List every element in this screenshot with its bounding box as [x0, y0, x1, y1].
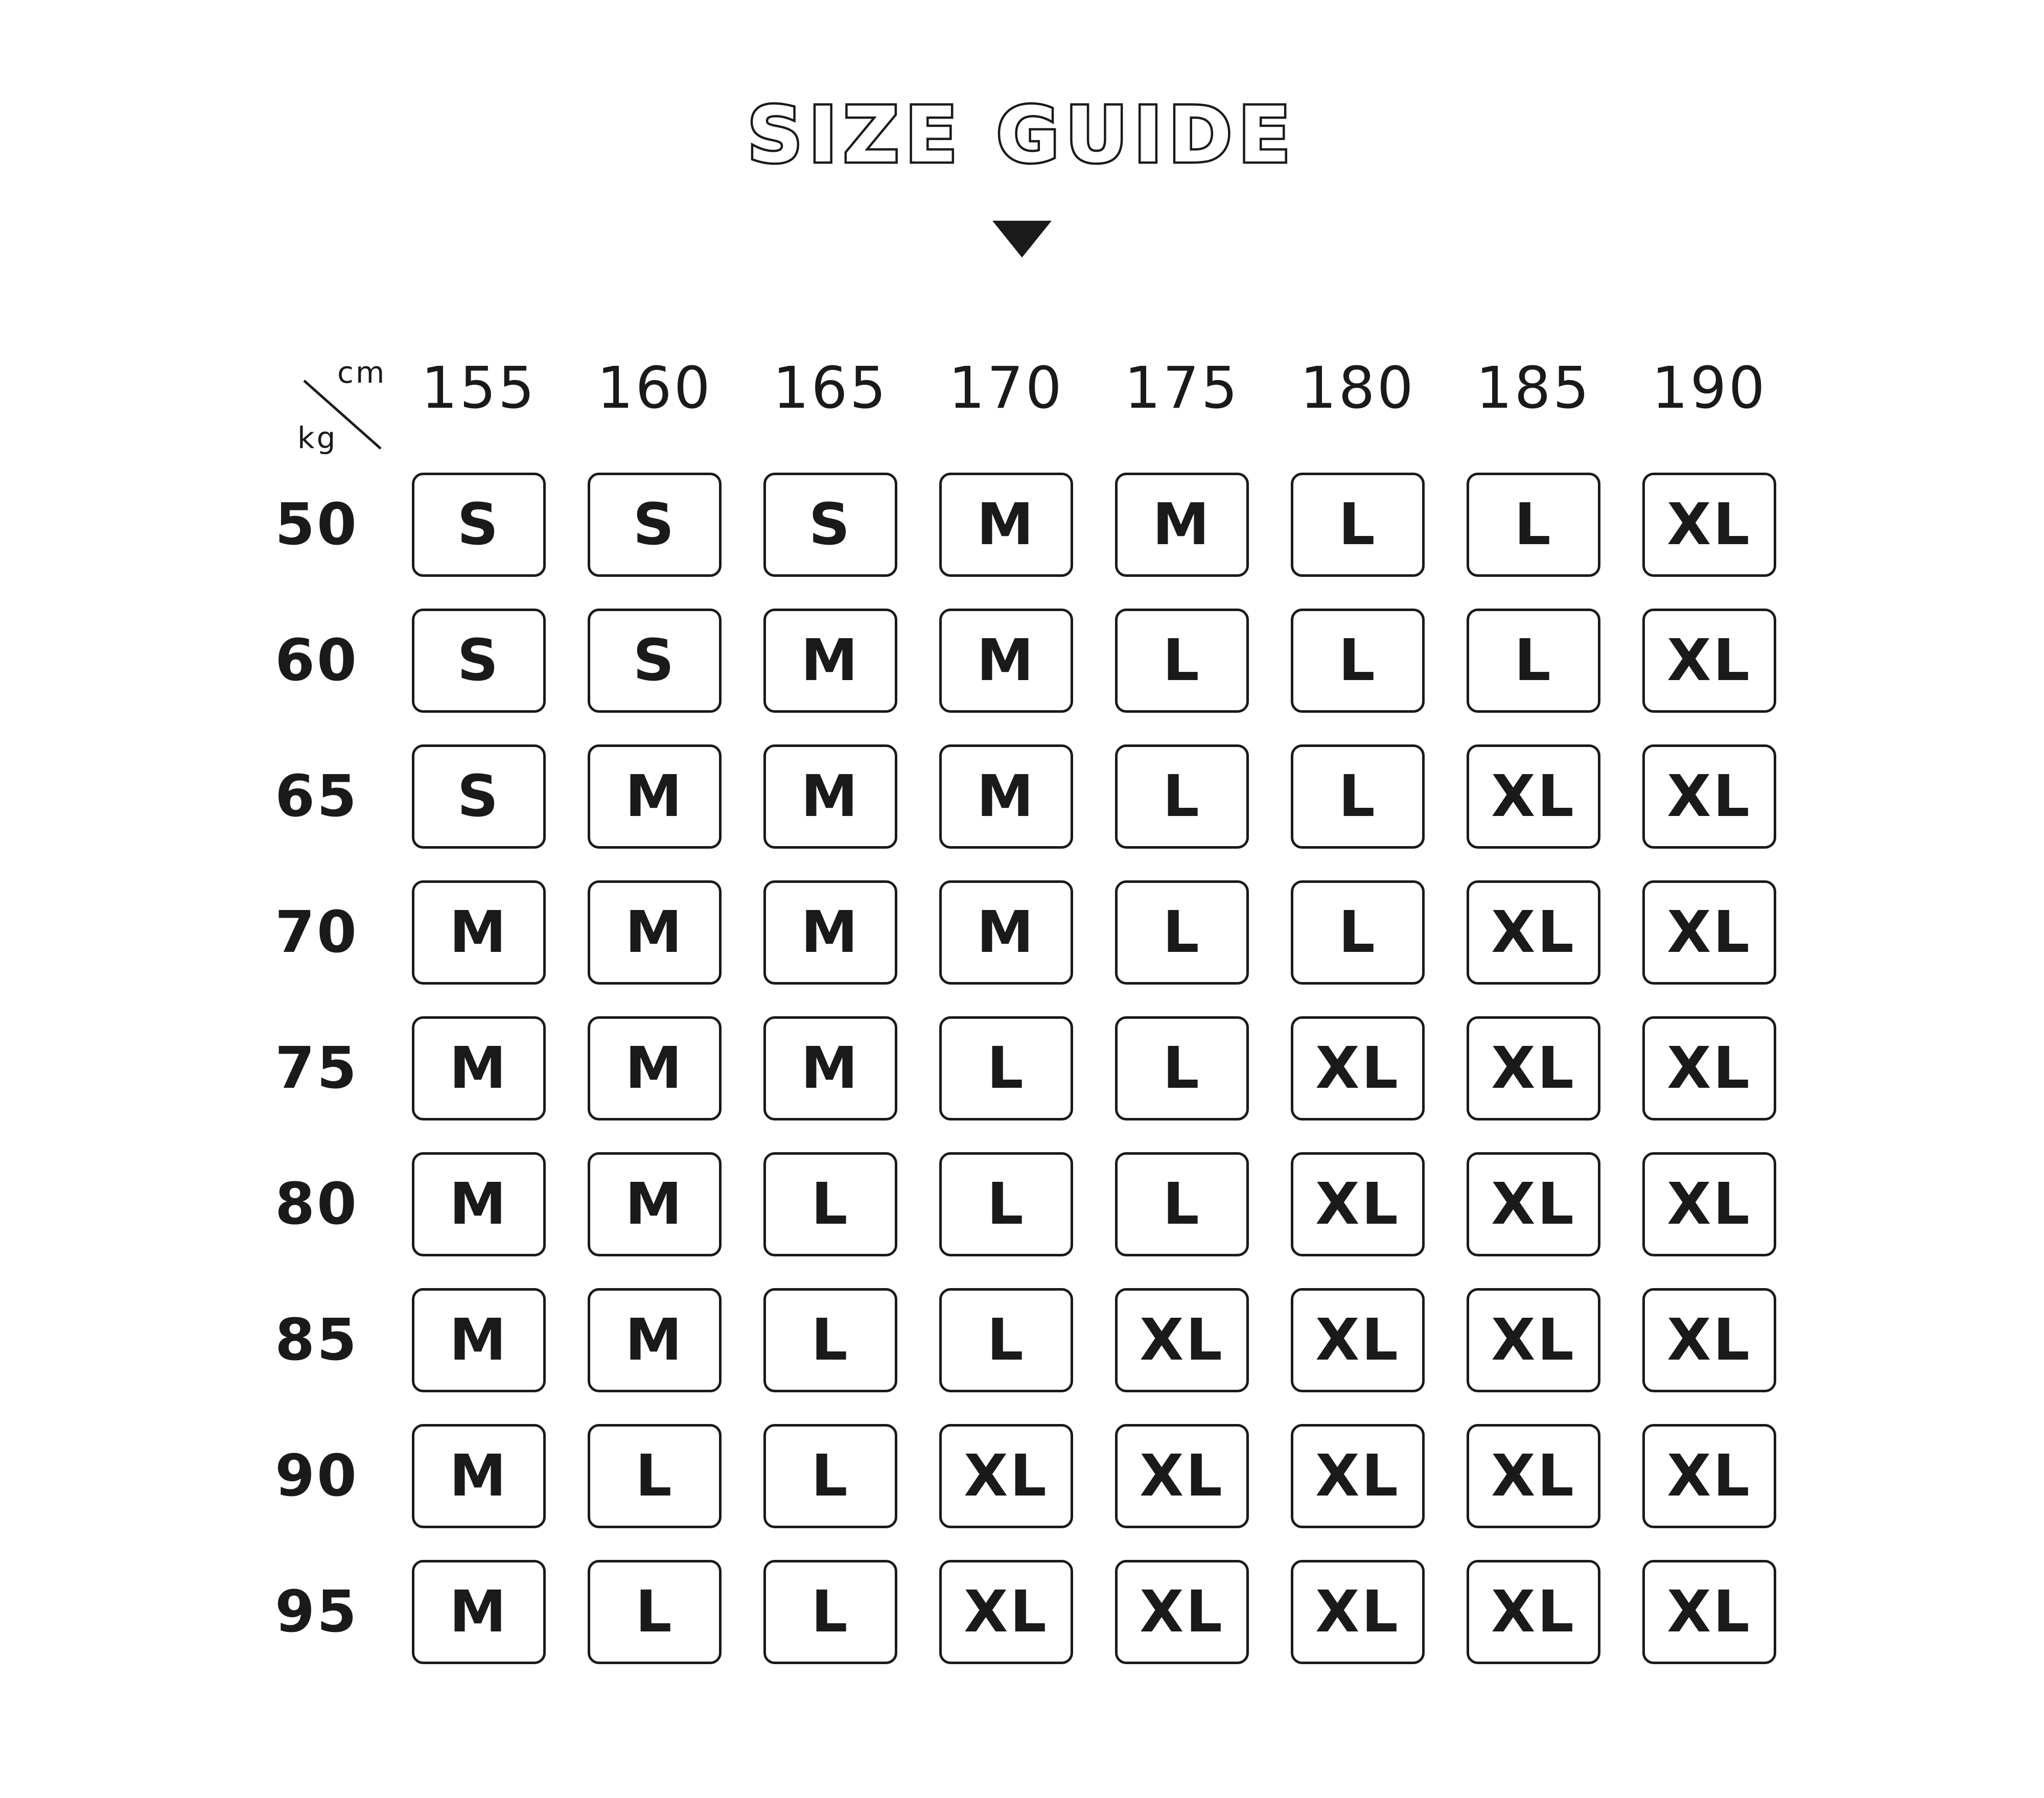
size-cell: XL [1291, 1288, 1425, 1392]
size-cell: M [763, 609, 897, 713]
height-header-185: 185 [1476, 355, 1591, 422]
size-cell: L [1115, 1016, 1249, 1120]
size-cell: M [939, 744, 1073, 849]
weight-header-85: 85 [275, 1307, 359, 1373]
size-cell: L [939, 1288, 1073, 1392]
size-cell: M [412, 1016, 546, 1120]
weight-header-60: 60 [275, 627, 359, 694]
size-cell: L [763, 1288, 897, 1392]
unit-cm-label: cm [337, 355, 387, 390]
size-cell: L [763, 1424, 897, 1528]
size-cell: M [412, 1424, 546, 1528]
size-cell: L [763, 1560, 897, 1664]
size-cell: XL [939, 1560, 1073, 1664]
size-cell: L [1467, 473, 1600, 577]
size-cell: XL [1291, 1152, 1425, 1256]
size-cell: XL [1642, 1152, 1776, 1256]
size-cell: M [939, 880, 1073, 985]
weight-header-75: 75 [275, 1035, 359, 1102]
size-cell: M [588, 1016, 722, 1120]
size-cell: M [412, 1288, 546, 1392]
size-cell: L [588, 1560, 722, 1664]
height-header-165: 165 [773, 355, 888, 422]
size-cell: XL [1467, 1560, 1600, 1664]
size-cell: XL [1115, 1424, 1249, 1528]
size-cell: L [588, 1424, 722, 1528]
size-cell: L [939, 1152, 1073, 1256]
size-cell: M [939, 473, 1073, 577]
size-cell: S [412, 744, 546, 849]
size-cell: XL [1467, 744, 1600, 849]
size-cell: S [588, 609, 722, 713]
size-cell: M [412, 1560, 546, 1664]
size-cell: XL [1291, 1424, 1425, 1528]
size-cell: L [1115, 609, 1249, 713]
size-cell: L [1291, 744, 1425, 849]
size-cell: XL [1115, 1288, 1249, 1392]
weight-header-50: 50 [275, 492, 359, 558]
size-cell: XL [1642, 1424, 1776, 1528]
size-cell: XL [939, 1424, 1073, 1528]
size-cell: XL [1642, 744, 1776, 849]
weight-header-80: 80 [275, 1171, 359, 1237]
size-cell: M [588, 880, 722, 985]
size-cell: M [588, 1288, 722, 1392]
size-cell: S [588, 473, 722, 577]
size-cell: XL [1642, 473, 1776, 577]
size-cell: L [1115, 1152, 1249, 1256]
unit-corner-label [291, 355, 393, 460]
size-cell: M [763, 1016, 897, 1120]
size-cell: XL [1291, 1560, 1425, 1664]
weight-header-65: 65 [275, 763, 359, 830]
size-cell: L [1291, 473, 1425, 577]
height-header-190: 190 [1652, 355, 1767, 422]
page-title: SIZE GUIDE [747, 91, 1297, 180]
size-cell: M [412, 1152, 546, 1256]
size-cell: XL [1467, 1152, 1600, 1256]
size-cell: XL [1467, 1016, 1600, 1120]
size-cell: M [412, 880, 546, 985]
size-cell: XL [1115, 1560, 1249, 1664]
size-cell: S [763, 473, 897, 577]
size-cell: XL [1642, 609, 1776, 713]
size-cell: M [939, 609, 1073, 713]
size-cell: XL [1642, 1560, 1776, 1664]
height-header-170: 170 [948, 355, 1064, 422]
size-cell: XL [1642, 1288, 1776, 1392]
height-header-155: 155 [421, 355, 537, 422]
size-cell: L [1467, 609, 1600, 713]
size-cell: XL [1642, 880, 1776, 985]
size-cell: S [412, 609, 546, 713]
size-cell: L [1291, 609, 1425, 713]
size-cell: XL [1291, 1016, 1425, 1120]
size-cell: XL [1467, 1424, 1600, 1528]
height-header-175: 175 [1124, 355, 1240, 422]
down-triangle-icon [992, 221, 1052, 258]
weight-header-95: 95 [275, 1579, 359, 1645]
size-cell: S [412, 473, 546, 577]
size-cell: M [588, 744, 722, 849]
height-header-180: 180 [1300, 355, 1415, 422]
size-cell: L [939, 1016, 1073, 1120]
size-cell: M [763, 744, 897, 849]
height-header-160: 160 [597, 355, 712, 422]
size-cell: L [1291, 880, 1425, 985]
size-cell: L [1115, 744, 1249, 849]
unit-kg-label: kg [297, 421, 338, 455]
size-cell: L [1115, 880, 1249, 985]
size-cell: M [588, 1152, 722, 1256]
size-cell: M [763, 880, 897, 985]
weight-header-90: 90 [275, 1443, 359, 1509]
size-cell: XL [1467, 1288, 1600, 1392]
size-cell: L [763, 1152, 897, 1256]
size-cell: XL [1467, 880, 1600, 985]
weight-header-70: 70 [275, 899, 359, 966]
size-cell: XL [1642, 1016, 1776, 1120]
size-cell: M [1115, 473, 1249, 577]
